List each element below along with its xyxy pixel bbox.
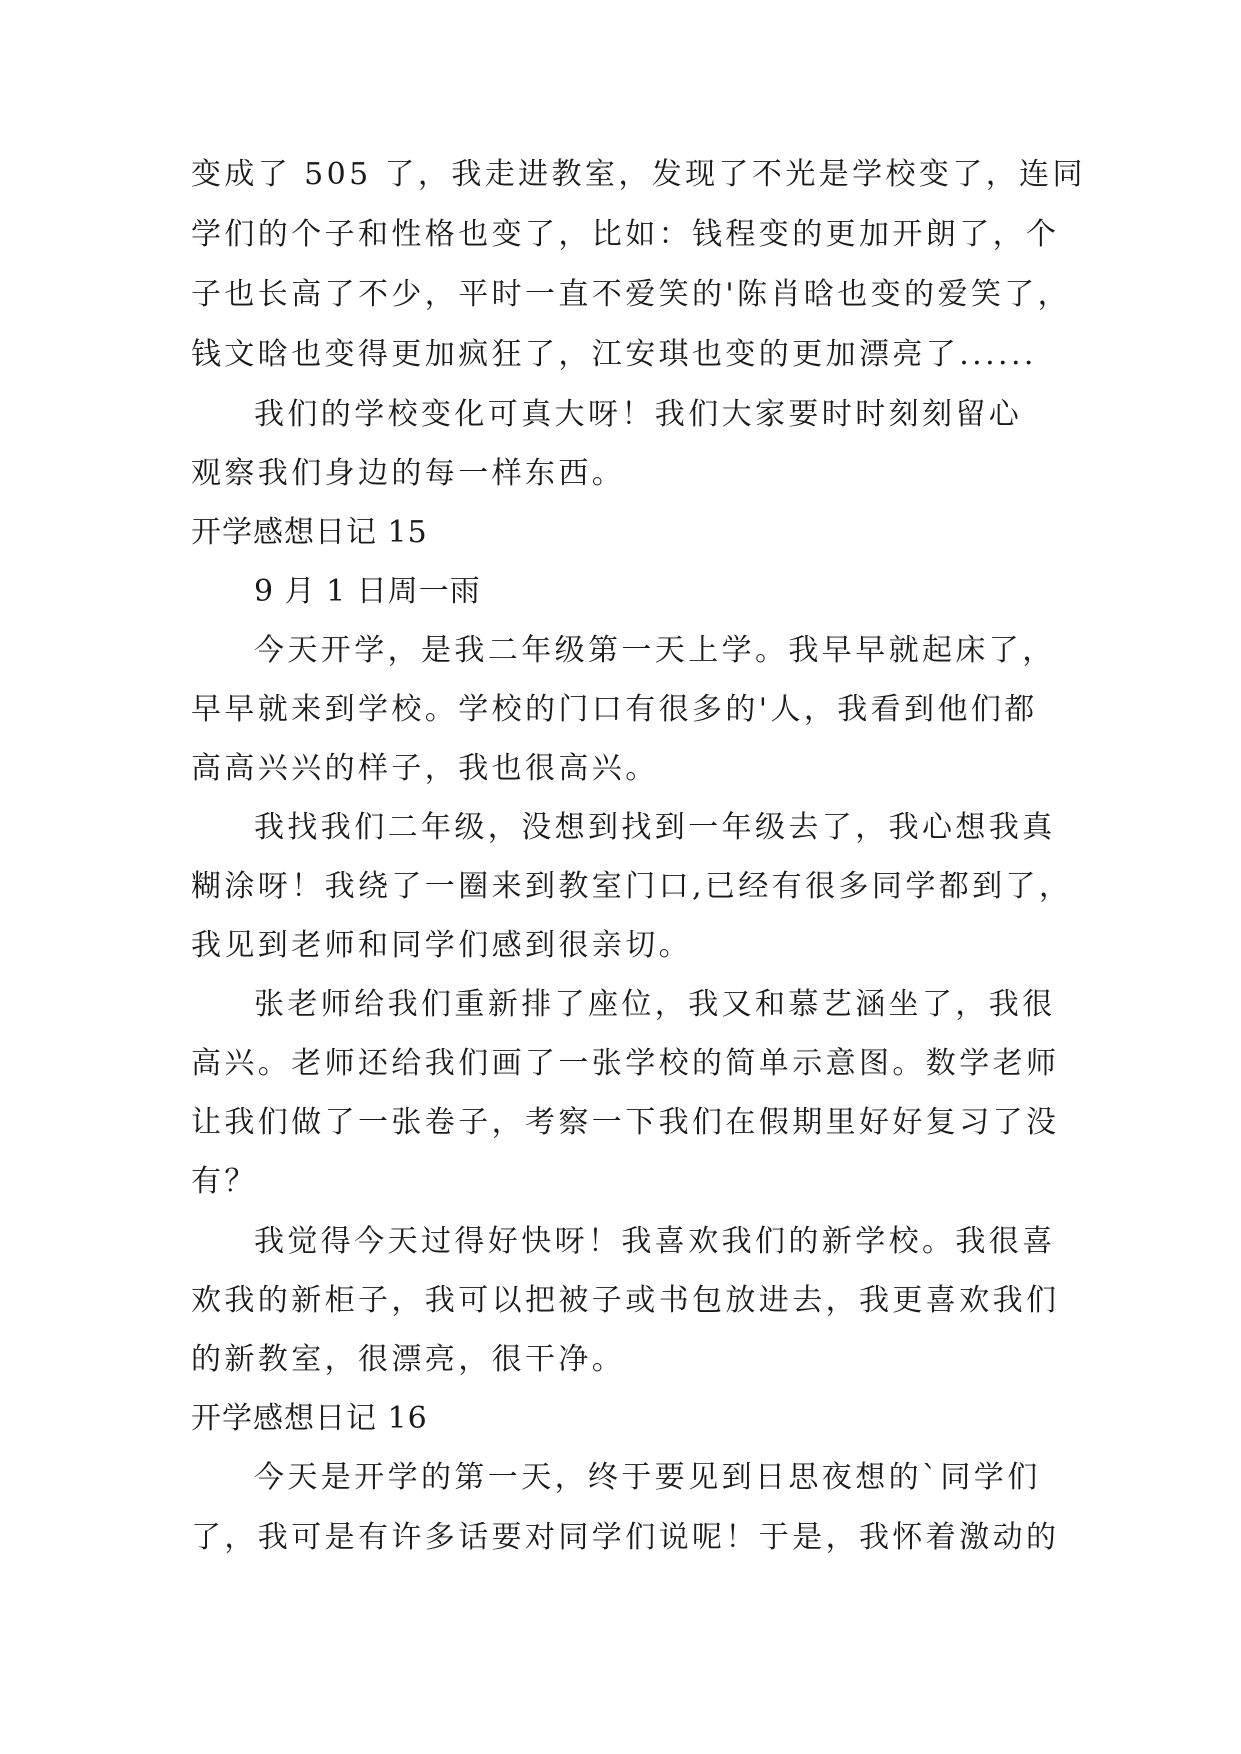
paragraph-first-line: 张老师给我们重新排了座位，我又和慕艺涵坐了，我很: [254, 987, 1056, 1022]
paragraph-first-line: 今天是开学的第一天，终于要见到日思夜想的`同学们: [254, 1460, 1041, 1495]
body-line: 学们的个子和性格也变了，比如：钱程变的更加开朗了，个: [191, 217, 1060, 252]
section-heading: 开学感想日记 15: [191, 515, 428, 550]
paragraph-first-line: 我们的学校变化可真大呀！我们大家要时时刻刻留心: [254, 397, 1023, 432]
body-line: 高高兴兴的样子，我也很高兴。: [191, 751, 659, 786]
body-line: 观察我们身边的每一样东西。: [191, 456, 626, 491]
body-line: 让我们做了一张卷子，考察一下我们在假期里好好复习了没: [191, 1105, 1060, 1140]
body-line: 我见到老师和同学们感到很亲切。: [191, 928, 692, 963]
body-line: 欢我的新柜子，我可以把被子或书包放进去，我更喜欢我们: [191, 1283, 1060, 1318]
body-line: 钱文晗也变得更加疯狂了，江安琪也变的更加漂亮了......: [191, 337, 1037, 372]
body-line: 高兴。老师还给我们画了一张学校的简单示意图。数学老师: [191, 1046, 1060, 1081]
body-line: 早早就来到学校。学校的门口有很多的'人，我看到他们都: [191, 692, 1038, 727]
body-line: 有？: [191, 1164, 258, 1199]
body-line: 变成了 505 了，我走进教室，发现了不光是学校变了，连同: [191, 157, 1086, 192]
body-line: 糊涂呀！我绕了一圈来到教室门口,已经有很多同学都到了，: [191, 869, 1073, 904]
date-line: 9 月 1 日周一雨: [254, 574, 481, 609]
paragraph-first-line: 今天开学，是我二年级第一天上学。我早早就起床了，: [254, 633, 1056, 668]
paragraph-first-line: 我觉得今天过得好快呀！我喜欢我们的新学校。我很喜: [254, 1224, 1056, 1259]
body-line: 子也长高了不少，平时一直不爱笑的'陈肖晗也变的爱笑了，: [191, 277, 1072, 312]
section-heading: 开学感想日记 16: [191, 1401, 428, 1436]
body-line: 了，我可是有许多话要对同学们说呢！于是，我怀着激动的: [191, 1520, 1060, 1555]
body-line: 的新教室，很漂亮，很干净。: [191, 1342, 626, 1377]
paragraph-first-line: 我找我们二年级，没想到找到一年级去了，我心想我真: [254, 810, 1056, 845]
